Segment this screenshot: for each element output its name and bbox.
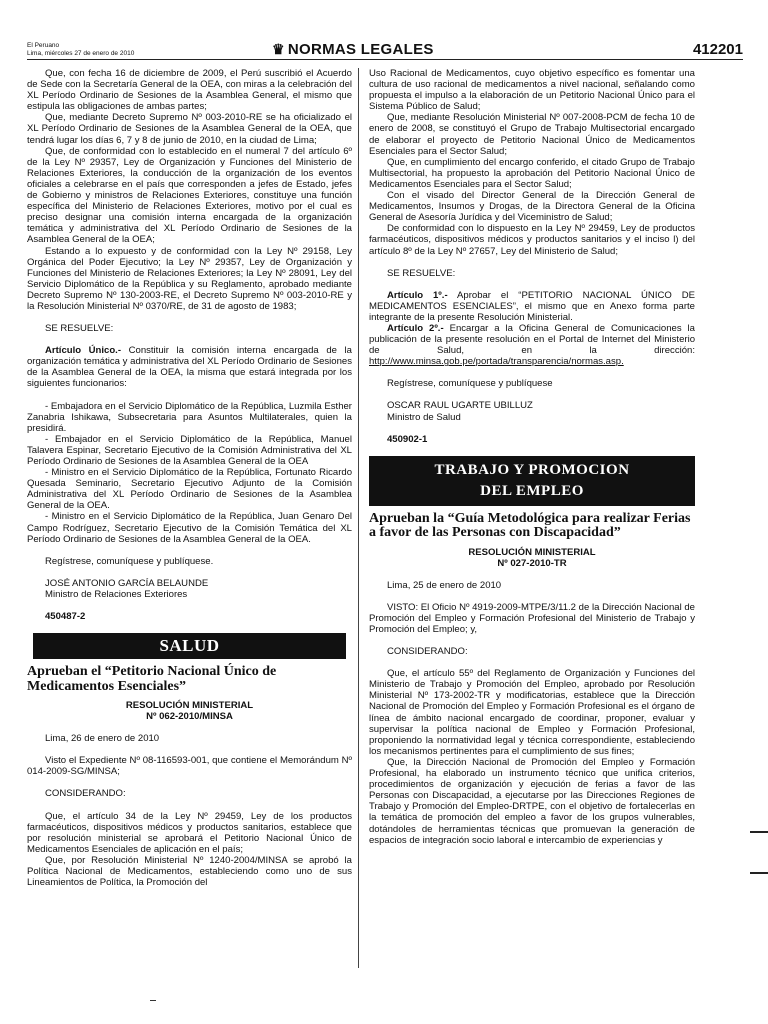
article-paragraph xyxy=(27,345,352,389)
page-number: 412201 xyxy=(692,41,743,58)
list-item: - Embajador en el Servicio Diplomático de la República, Manuel Talavera Espinar, Secretario Ejecutivo de la Comisión Administrativa del XL Período Ordinario de Sesiones de la Asamblea General de la OEA xyxy=(27,433,352,467)
paragraph: Que, con fecha 16 de diciembre de 2009, el Perú suscribió el Acuerdo de Sede con la Secretaría General de la OEA, con miras a la celebración del XL Período Ordinario de Sesiones de la Asamblea General, el mismo que estipula las obligaciones de ambas partes; xyxy=(27,68,352,113)
signer-name: OSCAR RAUL UGARTE UBILLUZ xyxy=(387,400,533,412)
paragraph: Uso Racional de Medicamentos, cuyo objetivo específico es fomentar una cultura de uso racional de medicamentos a nivel nacional, señalando como propuesta el impulso a la elaboración de un Petitorio Nacional Único para el Sistema Público de Salud; xyxy=(369,68,695,113)
paragraph: Que, por Resolución Ministerial Nº 1240-2004/MINSA se aprobó la Política Nacional de Medicamentos, estableciendo como uno de sus Lineamientos de Política, la Promoción del xyxy=(27,854,352,889)
section-heading: CONSIDERANDO: xyxy=(387,646,468,658)
header-title-text: NORMAS LEGALES xyxy=(287,41,434,58)
coat-of-arms-icon: ♛ xyxy=(272,41,285,57)
closing-formula: Regístrese, comuníquese y publíquese. xyxy=(45,555,214,567)
signer-title: Ministro de Salud xyxy=(387,411,461,423)
section-banner: SALUD xyxy=(33,633,346,659)
list-item: - Embajadora en el Servicio Diplomático de la República, Luzmila Esther Zanabria Ishikawa, Subsecretaria para Asuntos Multilaterales, quien la presidirá. xyxy=(27,400,352,434)
resolution-date: Lima, 26 de enero de 2010 xyxy=(45,733,160,745)
section-heading: CONSIDERANDO: xyxy=(45,788,126,800)
list-item: - Ministro en el Servicio Diplomático de la República, Juan Genaro Del Campo Rodríguez, Secretario Ejecutivo de la Comisión Temática del XL Período Ordinario de Sesiones de la Asamblea General de la OEA. xyxy=(27,511,352,545)
section-banner xyxy=(369,456,695,506)
article-text: Constituir la comisión interna encargada de la organización temática y administrativa del XL Período Ordinario de Sesiones de la Asamblea General de la OEA, la misma que estará integrada por los siguientes funcionarios: xyxy=(27,345,352,390)
right-column xyxy=(369,68,695,846)
article-label: Artículo Único.- xyxy=(45,345,122,357)
resolution-number: Nº 027-2010-TR xyxy=(497,557,567,569)
margin-mark xyxy=(750,872,768,874)
left-column xyxy=(27,68,352,888)
paragraph: VISTO: El Oficio Nº 4919-2009-MTPE/3/11.2 de la Dirección Nacional de Promoción del Empleo y Formación Profesional del Ministerio de Trabajo y Promoción del Empleo; y, xyxy=(369,601,695,635)
article-text: Aprobar el “PETITORIO NACIONAL ÚNICO DE MEDICAMENTOS ESENCIALES”, el mismo que en Anexo forma parte integrante de la presente Resolución Ministerial. xyxy=(369,289,695,323)
header-title xyxy=(272,41,434,58)
publication-code: 450487-2 xyxy=(45,611,86,623)
paragraph: Que, mediante Decreto Supremo Nº 003-2010-RE se ha oficializado el XL Período Ordinario de Sesiones de la Asamblea General de la OEA, que tendrá lugar los días 6, 7 y 8 de junio de 2010, en la ciudad de Lima; xyxy=(27,112,352,146)
paragraph: Que, el artículo 55º del Reglamento de Organización y Funciones del Ministerio de Trabajo y Promoción del Empleo, aprobado por Resolución Ministerial Nº 173-2002-TR y modificatorias, establece que la Dirección Nacional de Promoción del Empleo y Formación Profesional es el órgano de línea de ámbito nacional encargado de coordinar, proponer, evaluar y supervisar la política nacional de Empleo y Formación Profesional, proponiendo la normatividad legal y técnica correspondiente, estableciendo los mecanismos pertinentes para el cumplimiento de sus fines; xyxy=(369,668,695,757)
closing-formula: Regístrese, comuníquese y publíquese xyxy=(387,378,553,390)
paragraph: Estando a lo expuesto y de conformidad con la Ley Nº 29158, Ley Orgánica del Poder Ejecutivo; la Ley Nº 29357, Ley de Organización y Funciones del Ministerio de Relaciones Exteriores; la Ley Nº 28091, Ley del Servicio Diplomático de la República y su Reglamento, aprobado mediante Decreto Supremo Nº 130-2003-RE, el Decreto Supremo Nº 003-2010-RE y la Resolución Ministerial Nº 0370/RE, de 31 de agosto de 1983; xyxy=(27,245,352,312)
article-paragraph xyxy=(369,323,695,367)
list-item: - Ministro en el Servicio Diplomático de la República, Fortunato Ricardo Quesada Seminario, Secretario Ejecutivo Adjunto de la Comisión Administrativa del XL Período Ordinario de Sesiones de la Asamblea General de la OEA. xyxy=(27,467,352,512)
banner-line: TRABAJO Y PROMOCION xyxy=(434,461,630,478)
paragraph: Visto el Expediente Nº 08-116593-001, que contiene el Memorándum Nº 014-2009-SG/MINSA; xyxy=(27,755,352,778)
column-divider xyxy=(358,68,359,968)
resolution-label: RESOLUCIÓN MINISTERIAL xyxy=(468,546,596,558)
footer-mark xyxy=(150,1000,156,1001)
paragraph: De conformidad con lo dispuesto en la Ley Nº 29459, Ley de productos farmacéuticos, dispositivos médicos y productos sanitarios y el inciso l) del artículo 8º de la Ley Nº 27657, Ley del Ministerio de Salud; xyxy=(369,223,695,257)
resolution-label: RESOLUCIÓN MINISTERIAL xyxy=(125,700,254,712)
norm-title: Aprueban la “Guía Metodológica para realizar Ferias a favor de las Personas con Discapacidad” xyxy=(369,510,691,541)
header-publication-info xyxy=(27,42,134,58)
page-header xyxy=(27,40,743,67)
signer-name: JOSÉ ANTONIO GARCÍA BELAUNDE xyxy=(45,577,209,589)
article-paragraph xyxy=(369,290,695,323)
margin-mark xyxy=(750,831,768,833)
paragraph: Que, de conformidad con lo establecido en el numeral 7 del artículo 6º de la Ley Nº 29357, Ley de Organización y Funciones del Ministerio de Relaciones Exteriores, la conducción de la organización de los eventos oficiales a celebrarse en el país que corresponden a jefes de Estado, jefes de Gobierno y ministros de Relaciones Exteriores, constituye una función específica del Ministerio de Relaciones Exteriores, motivo por el cual es preciso designar una comisión interna encargada de la organización temática y administrativa del XL Período Ordinario de Sesiones de la Asamblea General de la OEA; xyxy=(27,145,352,246)
article-text: Encargar a la Oficina General de Comunicaciones la publicación de la presente resolución en el Portal de Internet del Ministerio de Salud, en la dirección: xyxy=(369,322,695,357)
article-label: Artículo 1º.- xyxy=(387,289,448,301)
publication-code: 450902-1 xyxy=(387,433,428,445)
header-rule xyxy=(27,59,743,60)
banner-line: DEL EMPLEO xyxy=(480,482,584,499)
paragraph: Con el visado del Director General de la Dirección General de Medicamentos, Insumos y Drogas, de la Directora General de la Oficina General de Asesoría Jurídica y del Viceministro de Salud; xyxy=(369,190,695,224)
publication-date: Lima, miércoles 27 de enero de 2010 xyxy=(27,50,135,57)
minsa-link[interactable]: http://www.minsa.gob.pe/portada/transparencia/normas.asp. xyxy=(369,356,624,368)
paragraph: Que, mediante Resolución Ministerial Nº 007-2008-PCM de fecha 10 de enero de 2008, se constituyó el Grupo de Trabajo Multisectorial encargado de elaborar el proyecto de Petitorio Nacional Único de Medicamentos Esenciales para el Sector Salud; xyxy=(369,112,695,157)
paragraph: Que, la Dirección Nacional de Promoción del Empleo y Formación Profesional, ha elaborado un instrumento técnico que unifica criterios, procedimientos de organización y ejecución de ferias a favor de las Personas con Discapacidad, a ejecutarse por las Direcciones Regiones de Trabajo y Promoción del Empleo-DRTPE, con el objetivo de fortalecerlas en la temática de promoción del empleo a favor de los grupos vulnerables, dotándoles de herramientas técnicas que promuevan la generación de espacios de integración socio laboral e intercambio de experiencias y xyxy=(369,756,695,846)
paragraph: Que, en cumplimiento del encargo conferido, el citado Grupo de Trabajo Multisectorial, ha propuesto la aprobación del Petitorio Nacional Único de Medicamentos Esenciales para el Sector Salud; xyxy=(369,156,695,190)
resolution-number: Nº 062-2010/MINSA xyxy=(146,711,233,723)
resolution-date: Lima, 25 de enero de 2010 xyxy=(387,579,502,591)
signer-title: Ministro de Relaciones Exteriores xyxy=(45,588,188,600)
section-heading: SE RESUELVE: xyxy=(387,267,456,279)
publication-name: El Peruano xyxy=(27,42,60,49)
article-label: Artículo 2º.- xyxy=(387,322,444,334)
norm-title: Aprueban el “Petitorio Nacional Único de Medicamentos Esenciales” xyxy=(27,664,277,694)
section-heading: SE RESUELVE: xyxy=(45,323,114,335)
paragraph: Que, el artículo 34 de la Ley Nº 29459, Ley de los productos farmacéuticos, dispositivos médicos y productos sanitarios, establece que por resolución ministerial se aprobará el Petitorio Nacional Único de Medicamentos Esenciales de aplicación en el país; xyxy=(27,810,352,855)
